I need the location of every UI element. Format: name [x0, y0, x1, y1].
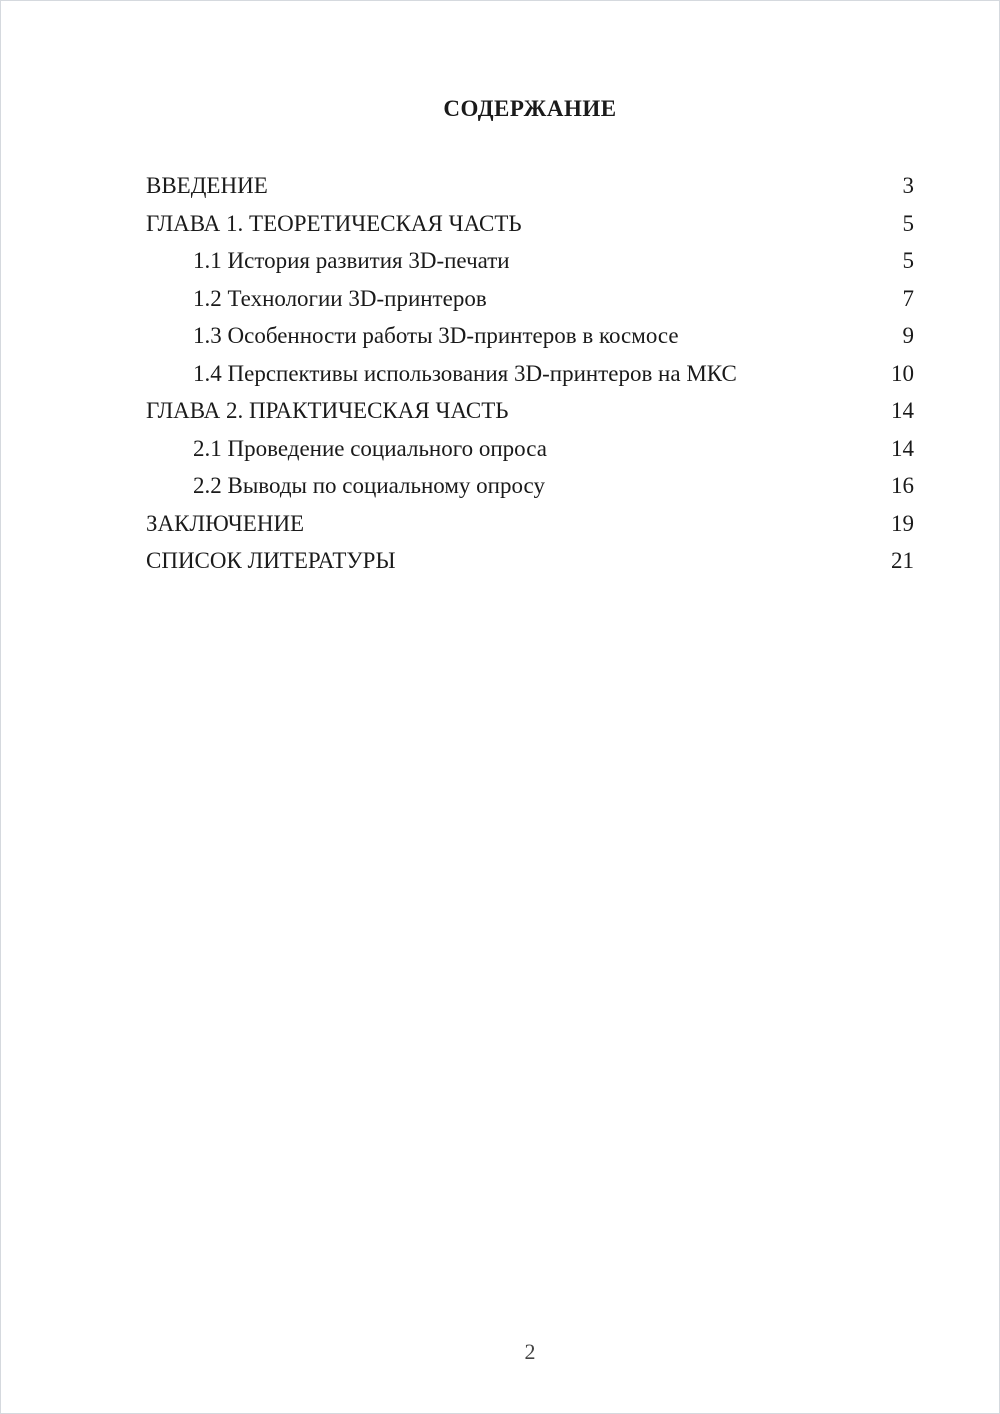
toc-entry-page: 21 — [891, 548, 914, 573]
toc-entry-label: 1.3 Особенности работы 3D-принтеров в космосе — [193, 323, 679, 348]
toc-entry-label: ЗАКЛЮЧЕНИЕ — [146, 510, 305, 536]
toc-entry-page: 7 — [902, 285, 914, 311]
toc-entry-label: 1.1 История развития 3D-печати — [193, 248, 510, 273]
toc-entry-label: 2.1 Проведение социального опроса — [193, 435, 547, 461]
toc-entry-label: 2.2 Выводы по социальному опросу — [193, 473, 545, 498]
page-content — [146, 1, 914, 580]
page-title: СОДЕРЖАНИЕ — [443, 96, 617, 121]
toc-entry-label: 1.4 Перспективы использования 3D-принтеров на МКС — [193, 360, 737, 386]
toc-entry — [146, 542, 914, 580]
toc-entry-page: 19 — [891, 510, 914, 536]
toc-entry — [146, 430, 914, 468]
toc-entry-page: 9 — [902, 323, 914, 348]
toc-entry-label: СПИСОК ЛИТЕРАТУРЫ — [146, 548, 396, 573]
footer-page-number: 2 — [524, 1339, 536, 1364]
toc-entry — [146, 242, 914, 280]
toc-entry — [146, 205, 914, 243]
toc-entry — [146, 392, 914, 430]
toc-entry-page: 3 — [902, 173, 914, 198]
toc-entry — [146, 467, 914, 505]
toc-entry-label: ВВЕДЕНИЕ — [146, 173, 268, 198]
toc-entry — [146, 505, 914, 543]
toc-entry-page: 14 — [891, 398, 914, 423]
toc-entry-page: 16 — [891, 473, 914, 498]
toc-entry-page: 10 — [891, 360, 914, 386]
toc-entry — [146, 280, 914, 318]
toc-entry-label: ГЛАВА 1. ТЕОРЕТИЧЕСКАЯ ЧАСТЬ — [146, 210, 522, 236]
toc-entry-label: 1.2 Технологии 3D-принтеров — [193, 285, 487, 311]
toc-entry-label: ГЛАВА 2. ПРАКТИЧЕСКАЯ ЧАСТЬ — [146, 398, 509, 423]
toc-entry — [146, 167, 914, 205]
toc-entry — [146, 317, 914, 355]
toc-entry-page: 14 — [891, 435, 914, 461]
toc-list — [146, 167, 914, 580]
toc-entry-page: 5 — [902, 210, 914, 236]
toc-entry — [146, 355, 914, 393]
toc-entry-page: 5 — [902, 248, 914, 273]
